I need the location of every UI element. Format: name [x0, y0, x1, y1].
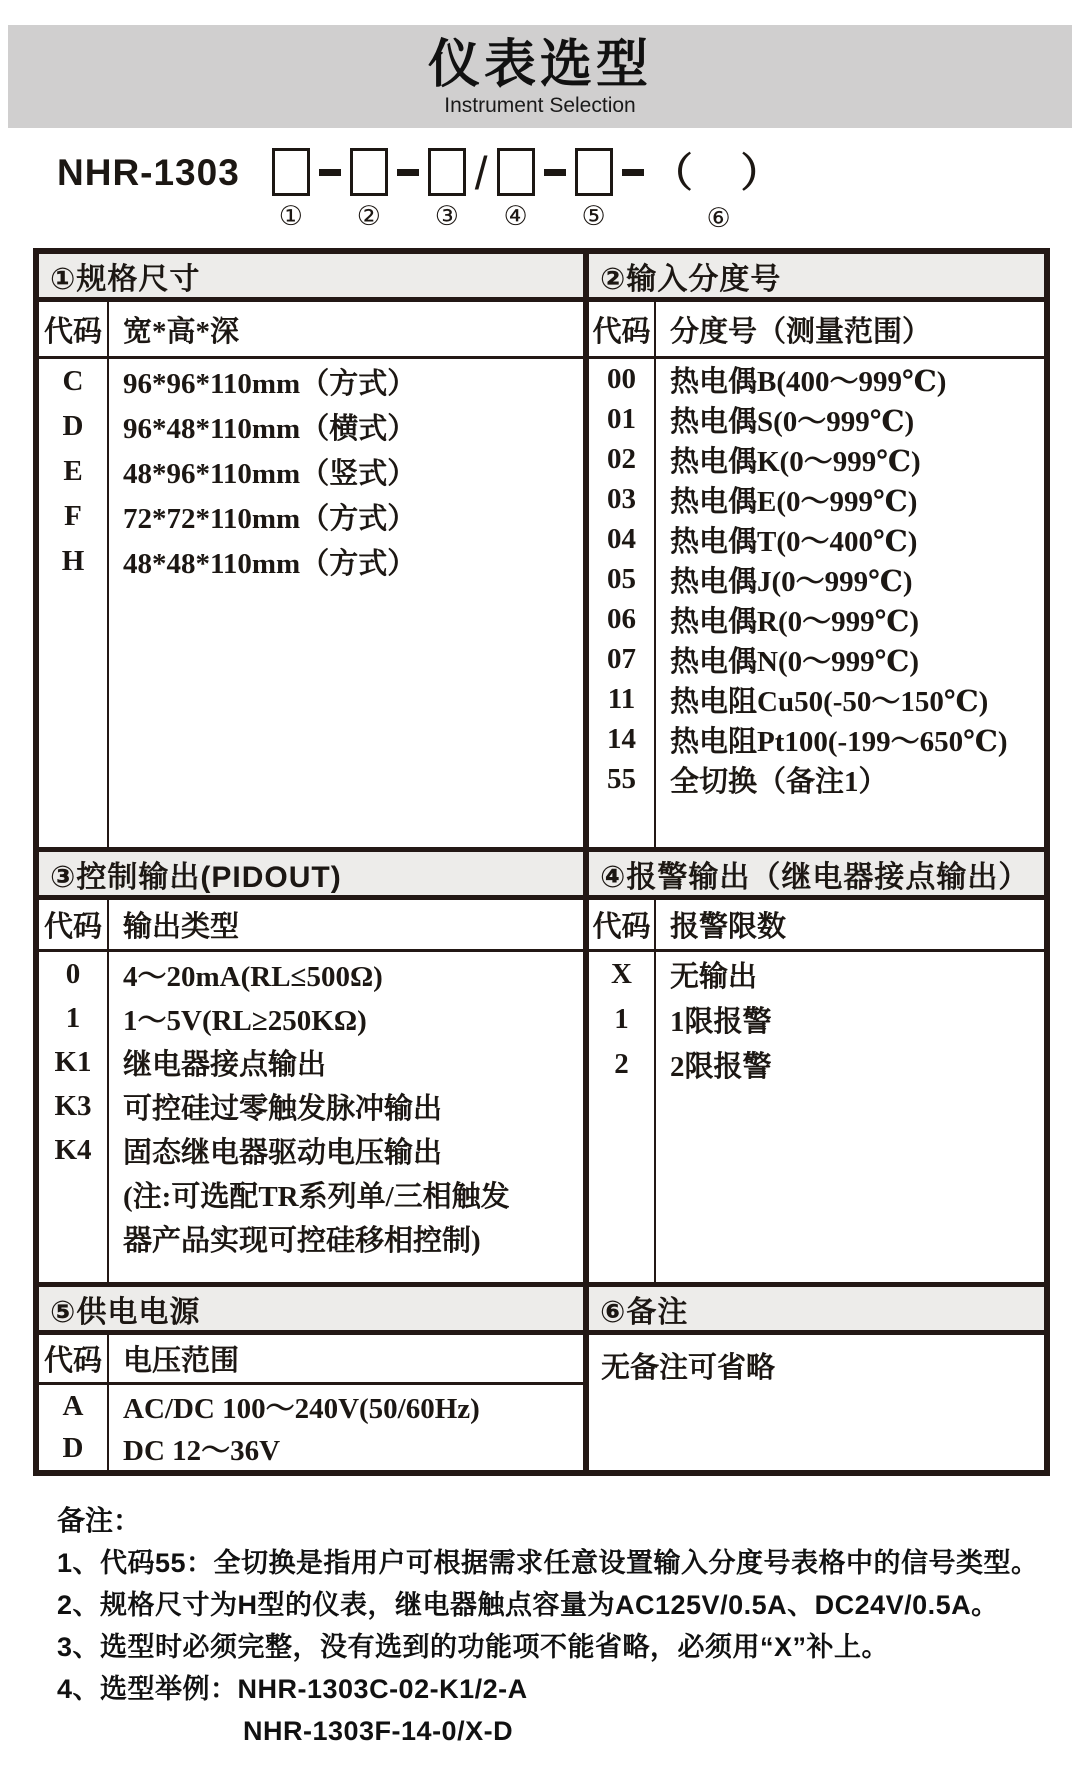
- code: E: [63, 455, 83, 487]
- section5-body: [39, 1385, 583, 1470]
- model-slot-2: [350, 148, 388, 230]
- value: 4～20mA(RL≤500Ω): [123, 960, 383, 993]
- code: 55: [607, 762, 636, 795]
- code-box-2: [350, 148, 388, 196]
- section5-column-header: [39, 1335, 583, 1385]
- section4-code-header: 代码: [589, 900, 656, 949]
- section1-code-column: [39, 359, 109, 847]
- value: 热电偶R(0～999℃): [670, 605, 920, 638]
- value: 热电阻Cu50(-50～150℃): [670, 685, 989, 718]
- section3-column-header: [39, 900, 583, 952]
- section5-title: ⑤供电电源: [50, 1295, 201, 1329]
- code: 11: [607, 682, 636, 715]
- section5-code-header: 代码: [39, 1335, 109, 1382]
- value: 热电偶E(0～999℃): [670, 485, 918, 518]
- value: 热电偶T(0～400℃): [670, 525, 918, 558]
- marker-2: ②: [356, 201, 381, 231]
- code-box-4: [497, 148, 535, 196]
- code: D: [62, 1431, 84, 1464]
- value: 96*48*110mm（横式）: [123, 413, 417, 445]
- code: F: [64, 500, 82, 532]
- code: K3: [54, 1089, 92, 1122]
- section6-header: [589, 1282, 1044, 1335]
- value: 热电偶J(0～999℃): [670, 565, 913, 598]
- section6-title: ⑥备注: [600, 1295, 689, 1329]
- model-slot-5: [575, 148, 613, 230]
- section3-header: [39, 847, 583, 900]
- value: DC 12～36V: [123, 1434, 281, 1467]
- section5-header: [39, 1282, 583, 1335]
- code-box-5: [575, 148, 613, 196]
- value: 1～5V(RL≥250KΩ): [123, 1004, 367, 1037]
- section3-title: ③控制输出(PIDOUT): [50, 860, 342, 894]
- section3-value-header: 输出类型: [123, 911, 240, 943]
- section1-value-column: [109, 359, 583, 847]
- section4-body: [589, 952, 1044, 1282]
- code-box-3: [428, 148, 466, 196]
- section4-code-column: [589, 952, 656, 1282]
- right-panel: [589, 254, 1044, 1470]
- dash-separator: [319, 169, 341, 176]
- section2-value-header: 分度号（测量范围）: [670, 315, 932, 348]
- section2-value-column: [656, 359, 1044, 847]
- model-slot-3: [428, 148, 466, 230]
- code: X: [611, 958, 632, 990]
- section3-code-column: [39, 952, 109, 1282]
- section6-content: 无备注可省略: [601, 1352, 776, 1384]
- page-subtitle: Instrument Selection: [444, 93, 636, 117]
- section1-value-header: 宽*高*深: [123, 315, 240, 348]
- model-slot-4: [497, 148, 535, 230]
- slash-separator: /: [474, 147, 488, 199]
- section3-code-header: 代码: [39, 900, 109, 949]
- code: 06: [607, 602, 636, 635]
- value: 热电偶S(0～999℃): [670, 405, 915, 438]
- marker-5: ⑤: [581, 201, 606, 231]
- section4-value-header: 报警限数: [670, 911, 787, 943]
- section4-title: ④报警输出（继电器接点输出）: [600, 860, 1030, 894]
- value: AC/DC 100～240V(50/60Hz): [123, 1392, 480, 1425]
- value: 48*96*110mm（竖式）: [123, 458, 417, 490]
- code: 04: [607, 522, 636, 555]
- footnotes: [57, 1500, 1050, 1752]
- section1-title: ①规格尺寸: [50, 262, 201, 296]
- model-code-diagram: [57, 148, 1080, 231]
- section4-value-column: [656, 952, 1044, 1282]
- code: 1: [65, 1001, 81, 1034]
- model-slot-1: [272, 148, 310, 230]
- section3-note-line2: 器产品实现可控硅移相控制): [123, 1224, 481, 1257]
- section1-column-header: [39, 302, 583, 359]
- section2-code-header: 代码: [589, 302, 656, 356]
- value: 热电偶N(0～999℃): [670, 645, 920, 678]
- value: 无输出: [670, 961, 758, 993]
- marker-3: ③: [434, 201, 459, 231]
- dash-separator: [397, 169, 419, 176]
- section2-column-header: [589, 302, 1044, 359]
- code: C: [62, 365, 84, 397]
- page: [0, 25, 1080, 1752]
- dash-separator: [544, 169, 566, 176]
- code: 02: [607, 442, 636, 475]
- code: 2: [614, 1048, 629, 1080]
- value: 96*96*110mm（方式）: [123, 368, 417, 400]
- section2-header: [589, 254, 1044, 302]
- code: 14: [607, 722, 636, 755]
- left-panel: [39, 254, 589, 1470]
- dash-separator: [622, 169, 644, 176]
- model-slot-6: [653, 148, 785, 232]
- code: A: [62, 1389, 84, 1422]
- marker-4: ④: [503, 201, 528, 231]
- code: D: [62, 410, 84, 442]
- selection-table: [33, 248, 1050, 1476]
- section4-column-header: [589, 900, 1044, 952]
- section3-note-line1: (注:可选配TR系列单/三相触发: [123, 1180, 510, 1213]
- code: 03: [607, 482, 636, 515]
- section2-title: ②输入分度号: [600, 262, 782, 296]
- value: 1限报警: [670, 1006, 772, 1038]
- model-prefix: NHR-1303: [57, 152, 240, 193]
- marker-6: ⑥: [706, 203, 731, 233]
- footnote-3: 3、选型时必须完整，没有选到的功能项不能省略，必须用“X”补上。: [57, 1632, 890, 1662]
- code: 07: [607, 642, 636, 675]
- footnote-4: 4、选型举例：NHR-1303C-02-K1/2-A: [57, 1674, 528, 1704]
- code: 05: [607, 562, 636, 595]
- section5-value-column: [109, 1385, 583, 1470]
- footnote-2: 2、规格尺寸为H型的仪表，继电器触点容量为AC125V/0.5A、DC24V/0.5A。: [57, 1590, 999, 1620]
- section1-body: [39, 359, 583, 847]
- section2-body: [589, 359, 1044, 847]
- section2-code-column: [589, 359, 656, 847]
- code: 01: [607, 402, 636, 435]
- value: 可控硅过零触发脉冲输出: [123, 1092, 443, 1125]
- code: 0: [65, 957, 81, 990]
- section3-body: [39, 952, 583, 1282]
- section4-header: [589, 847, 1044, 900]
- section5-value-header: 电压范围: [123, 1345, 240, 1377]
- code: 00: [607, 362, 636, 395]
- section3-value-column: [109, 952, 583, 1282]
- footnote-1: 1、代码55：全切换是指用户可根据需求任意设置输入分度号表格中的信号类型。: [57, 1548, 1039, 1578]
- footnote-4-example2: NHR-1303F-14-0/X-D: [243, 1716, 514, 1746]
- section1-header: [39, 254, 583, 302]
- value: 固态继电器驱动电压输出: [123, 1136, 443, 1169]
- value: 全切换（备注1）: [670, 765, 888, 798]
- value: 热电偶K(0～999℃): [670, 445, 921, 478]
- code: H: [61, 545, 85, 577]
- value: 继电器接点输出: [123, 1048, 327, 1081]
- value: 热电偶B(400～999℃): [670, 365, 947, 398]
- section1-code-header: 代码: [39, 302, 109, 356]
- page-title: 仪表选型: [427, 35, 652, 94]
- remark-parentheses: （ ）: [652, 150, 785, 195]
- value: 热电阻Pt100(-199～650℃): [670, 725, 1008, 758]
- value: 72*72*110mm（方式）: [123, 503, 417, 535]
- code: K1: [54, 1045, 92, 1078]
- value: 48*48*110mm（方式）: [123, 548, 417, 580]
- footnotes-label: 备注：: [57, 1505, 142, 1536]
- code: K4: [54, 1133, 92, 1166]
- code-box-1: [272, 148, 310, 196]
- code: 1: [614, 1003, 629, 1035]
- section5-code-column: [39, 1385, 109, 1470]
- banner: [8, 25, 1072, 128]
- value: 2限报警: [670, 1051, 772, 1083]
- marker-1: ①: [278, 201, 303, 231]
